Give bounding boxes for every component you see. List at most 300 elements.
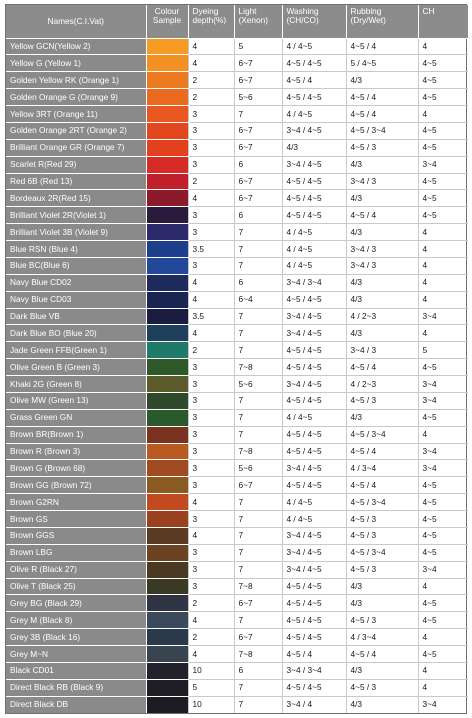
light-fastness-cell: 6~7 (234, 595, 282, 612)
table-row (6, 274, 468, 291)
colour-sample-cell (146, 325, 188, 342)
rubbing-fastness-cell: 4/3 (346, 578, 418, 595)
table-row (6, 173, 468, 190)
colour-swatch (147, 410, 188, 426)
table-row (6, 578, 468, 595)
header-light: Light (Xenon) (234, 5, 282, 38)
dye-name-cell: Grass Green GN (6, 409, 146, 426)
dye-name-cell: Yellow GCN(Yellow 2) (6, 38, 146, 55)
dye-name-cell: Jade Green FFB(Green 1) (6, 342, 146, 359)
ch-fastness-cell: 4 (418, 426, 468, 443)
colour-sample-cell (146, 156, 188, 173)
rubbing-fastness-cell: 4/3 (346, 409, 418, 426)
rubbing-fastness-cell: 4/3 (346, 662, 418, 679)
dyeing-depth-cell: 3 (188, 257, 234, 274)
dye-name-cell: Grey M~N (6, 646, 146, 663)
rubbing-fastness-cell: 4~5 / 4 (346, 207, 418, 224)
light-fastness-cell: 7 (234, 409, 282, 426)
rubbing-fastness-cell: 4 / 2~3 (346, 308, 418, 325)
dyeing-depth-cell: 4 (188, 55, 234, 72)
rubbing-fastness-cell: 4/3 (346, 291, 418, 308)
rubbing-fastness-cell: 4~5 / 3 (346, 679, 418, 696)
rubbing-fastness-cell: 4~5 / 3 (346, 511, 418, 528)
light-fastness-cell: 7 (234, 612, 282, 629)
table-row (6, 494, 468, 511)
colour-swatch (147, 579, 188, 595)
ch-fastness-cell: 4 (418, 629, 468, 646)
light-fastness-cell: 7 (234, 257, 282, 274)
rubbing-fastness-cell: 4~5 / 3~4 (346, 122, 418, 139)
colour-swatch (147, 595, 188, 611)
table-row (6, 207, 468, 224)
dyeing-depth-cell: 2 (188, 595, 234, 612)
dye-fastness-table-sheet (5, 4, 467, 714)
colour-swatch (147, 359, 188, 375)
washing-fastness-cell: 4 / 4~5 (282, 106, 346, 123)
colour-sample-cell (146, 274, 188, 291)
dyeing-depth-cell: 3 (188, 426, 234, 443)
ch-fastness-cell: 4 (418, 257, 468, 274)
table-row (6, 646, 468, 663)
light-fastness-cell: 7 (234, 308, 282, 325)
colour-sample-cell (146, 139, 188, 156)
washing-fastness-cell: 3~4 / 4~5 (282, 308, 346, 325)
table-row (6, 544, 468, 561)
rubbing-fastness-cell: 4/3 (346, 274, 418, 291)
washing-fastness-cell: 4~5 / 4~5 (282, 55, 346, 72)
colour-sample-cell (146, 595, 188, 612)
dye-name-cell: Brilliant Violet 3B (Violet 9) (6, 224, 146, 241)
dyeing-depth-cell: 3 (188, 443, 234, 460)
dyeing-depth-cell: 4 (188, 38, 234, 55)
colour-sample-cell (146, 443, 188, 460)
colour-swatch (147, 55, 188, 71)
light-fastness-cell: 6~7 (234, 477, 282, 494)
table-body (6, 38, 468, 713)
ch-fastness-cell: 4~5 (418, 646, 468, 663)
light-fastness-cell: 6~7 (234, 190, 282, 207)
dyeing-depth-cell: 3 (188, 106, 234, 123)
colour-swatch (147, 89, 188, 105)
colour-sample-cell (146, 409, 188, 426)
light-fastness-cell: 7 (234, 392, 282, 409)
ch-fastness-cell: 4~5 (418, 55, 468, 72)
dye-name-cell: Yellow 3RT (Orange 11) (6, 106, 146, 123)
ch-fastness-cell: 4 (418, 38, 468, 55)
table-row (6, 342, 468, 359)
washing-fastness-cell: 3~4 / 4~5 (282, 460, 346, 477)
dyeing-depth-cell: 3 (188, 122, 234, 139)
ch-fastness-cell: 4~5 (418, 595, 468, 612)
dye-name-cell: Brilliant Violet 2R(Violet 1) (6, 207, 146, 224)
table-row (6, 308, 468, 325)
colour-swatch (147, 157, 188, 173)
colour-sample-cell (146, 241, 188, 258)
colour-swatch (147, 106, 188, 122)
dyeing-depth-cell: 2 (188, 629, 234, 646)
colour-swatch (147, 275, 188, 291)
light-fastness-cell: 7 (234, 561, 282, 578)
dyeing-depth-cell: 3 (188, 561, 234, 578)
washing-fastness-cell: 3~4 / 4~5 (282, 122, 346, 139)
dyeing-depth-cell: 2 (188, 342, 234, 359)
ch-fastness-cell: 4 (418, 662, 468, 679)
washing-fastness-cell: 4~5 / 4~5 (282, 173, 346, 190)
washing-fastness-cell: 4~5 / 4~5 (282, 679, 346, 696)
light-fastness-cell: 5~6 (234, 460, 282, 477)
ch-fastness-cell: 3~4 (418, 561, 468, 578)
ch-fastness-cell: 4~5 (418, 527, 468, 544)
dyeing-depth-cell: 3.5 (188, 308, 234, 325)
dyeing-depth-cell: 2 (188, 72, 234, 89)
washing-fastness-cell: 3~4 / 4~5 (282, 156, 346, 173)
dye-fastness-table (6, 5, 468, 713)
table-row (6, 527, 468, 544)
washing-fastness-cell: 3~4 / 4~5 (282, 544, 346, 561)
ch-fastness-cell: 3~4 (418, 392, 468, 409)
colour-swatch (147, 174, 188, 190)
colour-swatch (147, 494, 188, 510)
colour-swatch (147, 140, 188, 156)
dyeing-depth-cell: 4 (188, 325, 234, 342)
colour-sample-cell (146, 477, 188, 494)
table-row (6, 679, 468, 696)
washing-fastness-cell: 4~5 / 4~5 (282, 578, 346, 595)
rubbing-fastness-cell: 4 / 2~3 (346, 376, 418, 393)
dye-name-cell: Navy Blue CD02 (6, 274, 146, 291)
rubbing-fastness-cell: 4~5 / 4 (346, 477, 418, 494)
dye-name-cell: Brown BR(Brown 1) (6, 426, 146, 443)
light-fastness-cell: 7 (234, 224, 282, 241)
light-fastness-cell: 6~7 (234, 173, 282, 190)
dyeing-depth-cell: 10 (188, 696, 234, 713)
table-row (6, 291, 468, 308)
dye-name-cell: Brown GS (6, 511, 146, 528)
colour-swatch (147, 427, 188, 443)
ch-fastness-cell: 4 (418, 274, 468, 291)
colour-sample-cell (146, 527, 188, 544)
dyeing-depth-cell: 3.5 (188, 241, 234, 258)
colour-sample-cell (146, 207, 188, 224)
dye-name-cell: Brown GGS (6, 527, 146, 544)
ch-fastness-cell: 4 (418, 224, 468, 241)
washing-fastness-cell: 4~5 / 4~5 (282, 477, 346, 494)
rubbing-fastness-cell: 4~5 / 3 (346, 561, 418, 578)
dye-name-cell: Brown R (Brown 3) (6, 443, 146, 460)
dye-name-cell: Brown G2RN (6, 494, 146, 511)
table-row (6, 38, 468, 55)
washing-fastness-cell: 4 / 4~5 (282, 257, 346, 274)
colour-sample-cell (146, 511, 188, 528)
washing-fastness-cell: 4 / 4~5 (282, 241, 346, 258)
washing-fastness-cell: 3~4 / 4~5 (282, 527, 346, 544)
washing-fastness-cell: 4~5 / 4~5 (282, 595, 346, 612)
rubbing-fastness-cell: 3~4 / 3 (346, 342, 418, 359)
washing-fastness-cell: 3~4 / 4 (282, 696, 346, 713)
washing-fastness-cell: 4~5 / 4~5 (282, 342, 346, 359)
dye-name-cell: Olive T (Black 25) (6, 578, 146, 595)
dye-name-cell: Golden Orange 2RT (Orange 2) (6, 122, 146, 139)
washing-fastness-cell: 4~5 / 4~5 (282, 207, 346, 224)
table-row (6, 224, 468, 241)
table-row (6, 55, 468, 72)
table-row (6, 89, 468, 106)
rubbing-fastness-cell: 4/3 (346, 325, 418, 342)
ch-fastness-cell: 4 (418, 679, 468, 696)
washing-fastness-cell: 4~5 / 4~5 (282, 612, 346, 629)
dyeing-depth-cell: 3 (188, 477, 234, 494)
rubbing-fastness-cell: 4~5 / 3 (346, 527, 418, 544)
rubbing-fastness-cell: 4/3 (346, 190, 418, 207)
colour-swatch (147, 663, 188, 679)
washing-fastness-cell: 4 / 4~5 (282, 409, 346, 426)
washing-fastness-cell: 4~5 / 4~5 (282, 392, 346, 409)
washing-fastness-cell: 4 / 4~5 (282, 511, 346, 528)
dye-name-cell: Grey BG (Black 29) (6, 595, 146, 612)
dyeing-depth-cell: 3 (188, 511, 234, 528)
ch-fastness-cell: 4~5 (418, 139, 468, 156)
colour-sample-cell (146, 173, 188, 190)
dye-name-cell: Direct Black RB (Black 9) (6, 679, 146, 696)
colour-sample-cell (146, 308, 188, 325)
header-row (6, 5, 468, 38)
rubbing-fastness-cell: 4~5 / 4 (346, 443, 418, 460)
colour-sample-cell (146, 426, 188, 443)
colour-sample-cell (146, 106, 188, 123)
light-fastness-cell: 7 (234, 494, 282, 511)
table-row (6, 477, 468, 494)
dye-name-cell: Direct Black DB (6, 696, 146, 713)
colour-sample-cell (146, 696, 188, 713)
colour-sample-cell (146, 578, 188, 595)
colour-swatch (147, 393, 188, 409)
colour-sample-cell (146, 376, 188, 393)
colour-swatch (147, 72, 188, 88)
colour-sample-cell (146, 494, 188, 511)
light-fastness-cell: 7 (234, 679, 282, 696)
rubbing-fastness-cell: 4~5 / 3 (346, 612, 418, 629)
washing-fastness-cell: 3~4 / 3~4 (282, 662, 346, 679)
ch-fastness-cell: 4 (418, 241, 468, 258)
ch-fastness-cell: 3~4 (418, 156, 468, 173)
dyeing-depth-cell: 3 (188, 224, 234, 241)
colour-swatch (147, 511, 188, 527)
dyeing-depth-cell: 3 (188, 392, 234, 409)
ch-fastness-cell: 4~5 (418, 173, 468, 190)
dyeing-depth-cell: 3 (188, 139, 234, 156)
ch-fastness-cell: 3~4 (418, 443, 468, 460)
table-row (6, 511, 468, 528)
dyeing-depth-cell: 3 (188, 578, 234, 595)
colour-sample-cell (146, 561, 188, 578)
rubbing-fastness-cell: 4~5 / 4 (346, 646, 418, 663)
washing-fastness-cell: 4 / 4~5 (282, 494, 346, 511)
colour-swatch (147, 612, 188, 628)
dye-name-cell: Grey 3B (Black 16) (6, 629, 146, 646)
light-fastness-cell: 7 (234, 696, 282, 713)
light-fastness-cell: 7 (234, 241, 282, 258)
rubbing-fastness-cell: 4~5 / 3~4 (346, 426, 418, 443)
washing-fastness-cell: 4~5 / 4~5 (282, 443, 346, 460)
rubbing-fastness-cell: 4/3 (346, 72, 418, 89)
dyeing-depth-cell: 3 (188, 376, 234, 393)
light-fastness-cell: 7 (234, 544, 282, 561)
ch-fastness-cell: 4~5 (418, 359, 468, 376)
washing-fastness-cell: 4~5 / 4~5 (282, 190, 346, 207)
colour-sample-cell (146, 257, 188, 274)
table-row (6, 426, 468, 443)
washing-fastness-cell: 4~5 / 4 (282, 72, 346, 89)
colour-swatch (147, 444, 188, 460)
ch-fastness-cell: 3~4 (418, 308, 468, 325)
rubbing-fastness-cell: 4 / 3~4 (346, 460, 418, 477)
light-fastness-cell: 5~6 (234, 376, 282, 393)
ch-fastness-cell: 3~4 (422, 699, 437, 710)
colour-swatch (147, 528, 188, 544)
colour-sample-cell (146, 662, 188, 679)
ch-fastness-cell: 5 (418, 342, 468, 359)
rubbing-fastness-cell: 4~5 / 3~4 (346, 544, 418, 561)
rubbing-fastness-cell: 4~5 / 4 (346, 38, 418, 55)
dye-name-cell: Brown G (Brown 68) (6, 460, 146, 477)
washing-fastness-cell: 4~5 / 4~5 (282, 629, 346, 646)
ch-fastness-cell: 4~5 (418, 494, 468, 511)
colour-sample-cell (146, 629, 188, 646)
ch-fastness-cell: 4 (418, 578, 468, 595)
colour-sample-cell (146, 392, 188, 409)
colour-sample-cell (146, 190, 188, 207)
colour-sample-cell (146, 679, 188, 696)
colour-sample-cell (146, 544, 188, 561)
rubbing-fastness-cell: 4~5 / 3~4 (346, 494, 418, 511)
ch-fastness-cell: 4 (418, 106, 468, 123)
colour-sample-cell (146, 89, 188, 106)
ch-fastness-cell: 4~5 (418, 190, 468, 207)
dye-name-cell: Brown GG (Brown 72) (6, 477, 146, 494)
colour-sample-cell (146, 342, 188, 359)
washing-fastness-cell: 3~4 / 4~5 (282, 376, 346, 393)
table-row (6, 612, 468, 629)
colour-swatch (147, 325, 188, 341)
header-sample: Colour Sample (146, 5, 188, 38)
colour-swatch (147, 376, 188, 392)
dye-name-cell: Olive Green B (Green 3) (6, 359, 146, 376)
dye-name-cell: Black CD01 (6, 662, 146, 679)
light-fastness-cell: 6 (234, 662, 282, 679)
light-fastness-cell: 7~8 (234, 578, 282, 595)
colour-sample-cell (146, 122, 188, 139)
rubbing-fastness-cell: 3~4 / 3 (346, 173, 418, 190)
rubbing-fastness-cell: 4~5 / 4 (346, 106, 418, 123)
colour-sample-cell (146, 359, 188, 376)
light-fastness-cell: 7~8 (234, 359, 282, 376)
light-fastness-cell: 5 (234, 38, 282, 55)
rubbing-fastness-cell: 4/3 (346, 224, 418, 241)
ch-fastness-cell: 4~5 (418, 89, 468, 106)
rubbing-fastness-cell: 5 / 4~5 (346, 55, 418, 72)
washing-fastness-cell: 4~5 / 4~5 (282, 291, 346, 308)
dyeing-depth-cell: 4 (188, 527, 234, 544)
light-fastness-cell: 7 (234, 325, 282, 342)
dye-name-cell: Yellow G (Yellow 1) (6, 55, 146, 72)
colour-swatch (147, 258, 188, 274)
ch-fastness-cell: 4~5 (418, 409, 468, 426)
dye-name-cell: Bordeaux 2R(Red 15) (6, 190, 146, 207)
washing-fastness-cell: 4~5 / 4 (282, 646, 346, 663)
colour-sample-cell (146, 38, 188, 55)
table-row (6, 392, 468, 409)
light-fastness-cell: 7~8 (234, 646, 282, 663)
colour-swatch (147, 629, 188, 645)
dyeing-depth-cell: 4 (188, 274, 234, 291)
header-rubbing: Rubbing (Dry/Wet) (346, 5, 418, 38)
dye-name-cell: Blue BC(Blue 6) (6, 257, 146, 274)
light-fastness-cell: 6 (234, 207, 282, 224)
table-row (6, 662, 468, 679)
table-row (6, 359, 468, 376)
colour-sample-cell (146, 460, 188, 477)
table-row (6, 696, 468, 713)
rubbing-fastness-cell: 4/3 (346, 156, 418, 173)
light-fastness-cell: 6 (234, 274, 282, 291)
dye-name-cell: Golden Yellow RK (Orange 1) (6, 72, 146, 89)
ch-fastness-cell: 4 (418, 291, 468, 308)
dye-name-cell: Khaki 2G (Green 8) (6, 376, 146, 393)
light-fastness-cell: 6~7 (234, 139, 282, 156)
dyeing-depth-cell: 4 (188, 612, 234, 629)
dye-name-cell: Olive R (Black 27) (6, 561, 146, 578)
light-fastness-cell: 6~4 (234, 291, 282, 308)
dyeing-depth-cell: 4 (188, 494, 234, 511)
table-row (6, 443, 468, 460)
colour-swatch (147, 39, 188, 55)
table-row (6, 122, 468, 139)
light-fastness-cell: 7 (234, 511, 282, 528)
ch-fastness-cell: 4~5 (418, 72, 468, 89)
table-row (6, 409, 468, 426)
light-fastness-cell: 6~7 (234, 72, 282, 89)
colour-swatch (147, 342, 188, 358)
light-fastness-cell: 6~7 (234, 629, 282, 646)
colour-swatch (147, 545, 188, 561)
washing-fastness-cell: 4 / 4~5 (282, 224, 346, 241)
rubbing-fastness-cell: 4~5 / 3 (346, 139, 418, 156)
washing-fastness-cell: 4~5 / 4~5 (282, 89, 346, 106)
ch-fastness-cell: 4~5 (418, 207, 468, 224)
dyeing-depth-cell: 5 (188, 679, 234, 696)
table-row (6, 72, 468, 89)
colour-sample-cell (146, 72, 188, 89)
dye-name-cell: Brilliant Orange GR (Orange 7) (6, 139, 146, 156)
dye-name-cell: Dark Blue VB (6, 308, 146, 325)
table-row (6, 325, 468, 342)
dyeing-depth-cell: 3 (188, 460, 234, 477)
colour-swatch (147, 680, 188, 696)
dyeing-depth-cell: 2 (188, 173, 234, 190)
dye-name-cell: Grey M (Black 8) (6, 612, 146, 629)
table-row (6, 190, 468, 207)
light-fastness-cell: 7 (234, 342, 282, 359)
table-row (6, 561, 468, 578)
colour-swatch (147, 309, 188, 325)
light-fastness-cell: 7 (234, 527, 282, 544)
table-row (6, 595, 468, 612)
ch-fastness-cell: 4~5 (418, 511, 468, 528)
colour-swatch (147, 562, 188, 578)
colour-sample-cell (146, 291, 188, 308)
dyeing-depth-cell: 4 (188, 646, 234, 663)
ch-fastness-cell: 4~5 (418, 477, 468, 494)
